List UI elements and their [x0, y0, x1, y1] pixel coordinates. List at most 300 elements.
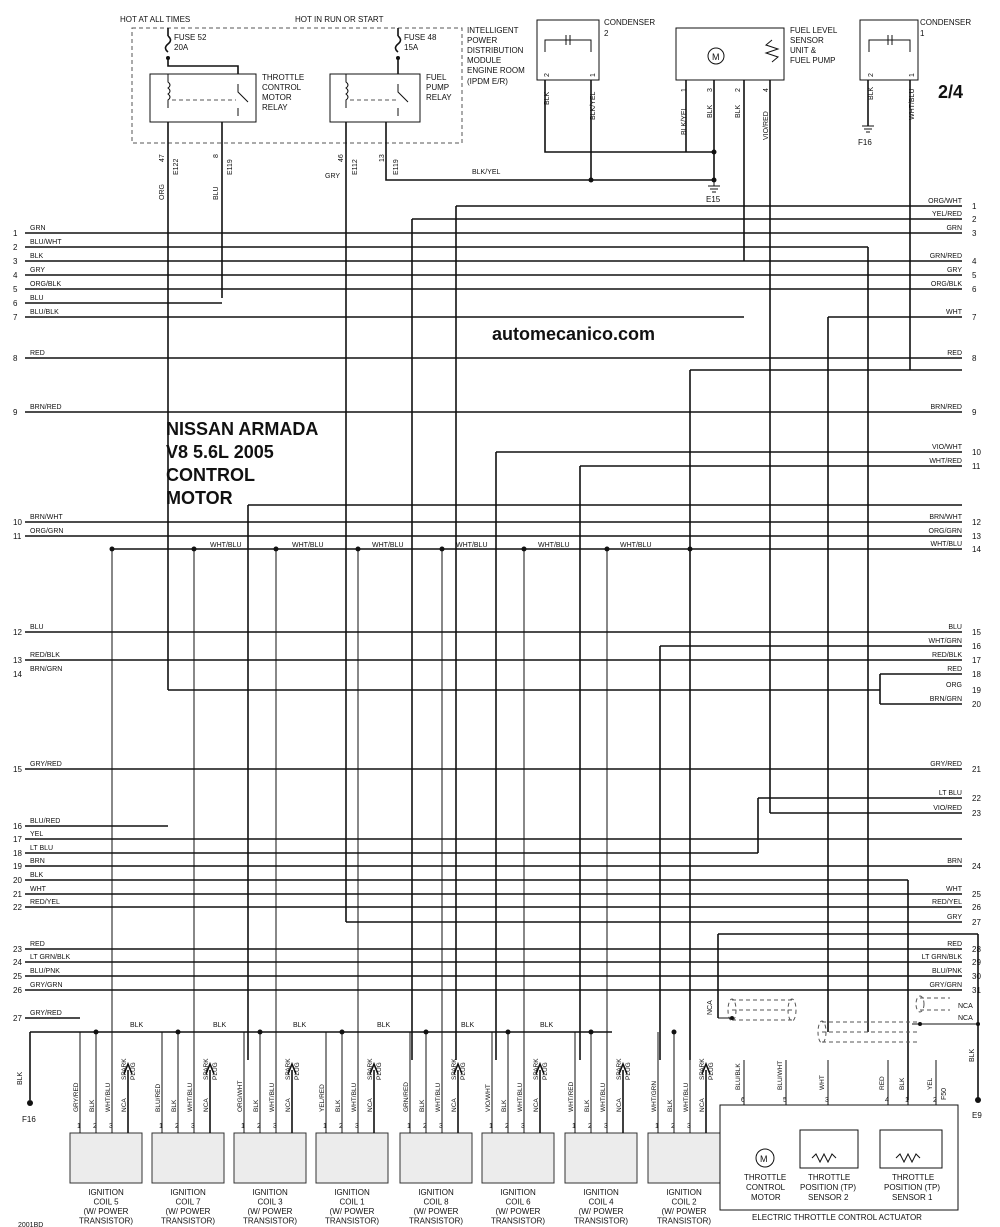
svg-text:15A: 15A	[404, 43, 419, 52]
svg-text:BLK: BLK	[213, 1022, 227, 1029]
svg-text:RED: RED	[879, 1076, 886, 1090]
svg-text:(W/ POWER: (W/ POWER	[247, 1207, 293, 1216]
svg-text:SPARK: SPARK	[285, 1058, 292, 1080]
svg-text:E119: E119	[227, 159, 234, 175]
svg-text:CONTROL: CONTROL	[262, 83, 302, 92]
svg-text:POSITION (TP): POSITION (TP)	[800, 1183, 856, 1192]
svg-text:RELAY: RELAY	[262, 103, 288, 112]
svg-text:SENSOR: SENSOR	[790, 36, 824, 45]
svg-text:1: 1	[909, 73, 916, 77]
svg-text:BLK/YEL: BLK/YEL	[590, 91, 597, 120]
actuator-pins	[735, 1060, 937, 1105]
svg-text:BLK: BLK	[899, 1077, 906, 1090]
right-wire-24	[947, 858, 981, 871]
svg-text:PLUG: PLUG	[708, 1062, 715, 1080]
svg-text:6: 6	[741, 1097, 745, 1104]
svg-text:1: 1	[489, 1123, 493, 1130]
svg-text:8: 8	[13, 354, 18, 363]
svg-text:2: 2	[257, 1123, 261, 1130]
electric-throttle-control-actuator	[720, 1105, 958, 1222]
svg-text:NCA: NCA	[285, 1098, 292, 1112]
right-wire-29	[922, 954, 982, 967]
svg-text:BLU/PNK: BLU/PNK	[30, 968, 60, 975]
svg-text:PLUG: PLUG	[625, 1062, 632, 1080]
svg-text:4: 4	[885, 1097, 889, 1104]
svg-text:BLK: BLK	[707, 104, 714, 118]
svg-text:2: 2	[339, 1123, 343, 1130]
svg-text:IGNITION: IGNITION	[418, 1188, 454, 1197]
svg-text:30: 30	[972, 972, 981, 981]
svg-text:BRN/GRN: BRN/GRN	[30, 666, 63, 673]
svg-text:COIL 8: COIL 8	[423, 1197, 449, 1207]
svg-text:E122: E122	[173, 158, 180, 175]
svg-text:1: 1	[572, 1123, 576, 1130]
right-wire-10	[932, 444, 981, 457]
svg-text:E119: E119	[393, 159, 400, 175]
svg-text:NCA: NCA	[958, 1015, 973, 1022]
svg-text:BRN/RED: BRN/RED	[30, 404, 62, 411]
svg-text:WHT/BLU: WHT/BLU	[930, 541, 962, 548]
svg-text:BLK: BLK	[30, 872, 44, 879]
right-wire-15	[948, 624, 981, 637]
svg-text:SPARK: SPARK	[616, 1058, 623, 1080]
left-wire-12	[13, 624, 44, 637]
svg-text:GRY/RED: GRY/RED	[30, 761, 62, 768]
right-wire-11	[929, 458, 981, 471]
svg-text:F50: F50	[941, 1087, 948, 1100]
corner-code: 2001BD	[18, 1222, 44, 1227]
svg-text:M: M	[712, 52, 720, 62]
svg-text:TRANSISTOR): TRANSISTOR)	[656, 1216, 712, 1226]
svg-text:21: 21	[13, 890, 22, 899]
svg-text:1: 1	[972, 202, 977, 211]
svg-text:GRN/RED: GRN/RED	[929, 253, 962, 260]
svg-text:WHT/BLU: WHT/BLU	[187, 1082, 194, 1112]
svg-text:RED: RED	[30, 941, 45, 948]
svg-text:M: M	[760, 1154, 768, 1164]
svg-text:3: 3	[707, 88, 714, 92]
left-wire-27	[13, 1010, 62, 1023]
ignition-coil-7	[565, 547, 637, 1226]
left-wire-7	[13, 309, 59, 322]
svg-text:COIL 2: COIL 2	[671, 1197, 697, 1207]
ground-e9	[941, 1048, 982, 1120]
svg-text:1: 1	[681, 88, 688, 92]
left-wire-4	[13, 267, 45, 280]
svg-text:V8 5.6L 2005: V8 5.6L 2005	[166, 442, 274, 462]
svg-text:2: 2	[972, 215, 977, 224]
svg-text:BLU/BLK: BLU/BLK	[30, 309, 59, 316]
svg-text:BLU/RED: BLU/RED	[30, 818, 61, 825]
condenser-2	[537, 18, 655, 120]
svg-text:BRN/WHT: BRN/WHT	[929, 514, 962, 521]
left-wire-2	[13, 239, 62, 252]
left-wire-24	[13, 954, 71, 967]
svg-text:GRY/GRN: GRY/GRN	[929, 982, 962, 989]
svg-text:WHT/BLU: WHT/BLU	[909, 88, 916, 120]
svg-text:11: 11	[13, 532, 22, 541]
svg-text:YEL/RED: YEL/RED	[319, 1084, 326, 1112]
svg-text:CONDENSER: CONDENSER	[920, 18, 972, 27]
svg-text:10: 10	[13, 518, 22, 527]
harness-wires	[13, 198, 981, 1023]
svg-text:PUMP: PUMP	[426, 83, 450, 92]
svg-text:26: 26	[13, 986, 22, 995]
svg-text:NCA: NCA	[707, 1000, 714, 1015]
svg-text:SPARK: SPARK	[367, 1058, 374, 1080]
ignition-coil-8	[648, 547, 720, 1226]
svg-text:TRANSISTOR): TRANSISTOR)	[490, 1216, 546, 1226]
actuator-pin-1	[899, 1060, 909, 1105]
svg-text:E112: E112	[352, 159, 359, 175]
svg-text:19: 19	[972, 686, 981, 695]
svg-text:IGNITION: IGNITION	[252, 1188, 288, 1197]
svg-text:24: 24	[13, 958, 22, 967]
svg-text:VIO/WHT: VIO/WHT	[932, 444, 962, 451]
left-wire-5	[13, 281, 61, 294]
svg-text:29: 29	[972, 958, 981, 967]
svg-text:GRY/GRN: GRY/GRN	[30, 982, 63, 989]
svg-text:THROTTLE: THROTTLE	[892, 1173, 935, 1182]
right-wire-21	[930, 761, 981, 774]
fuse-52	[166, 28, 208, 60]
svg-text:2: 2	[93, 1123, 97, 1130]
svg-text:6: 6	[13, 299, 18, 308]
svg-text:WHT/BLU: WHT/BLU	[210, 542, 242, 549]
svg-text:9: 9	[972, 408, 977, 417]
svg-text:FUEL PUMP: FUEL PUMP	[790, 56, 836, 65]
svg-text:ORG/GRN: ORG/GRN	[928, 528, 962, 535]
svg-text:FUEL: FUEL	[426, 73, 447, 82]
right-wire-18	[947, 666, 981, 679]
svg-text:WHT/BLU: WHT/BLU	[105, 1082, 112, 1112]
svg-text:BLK: BLK	[253, 1099, 260, 1112]
svg-text:1: 1	[590, 73, 597, 77]
svg-text:4: 4	[763, 88, 770, 92]
svg-text:RED/YEL: RED/YEL	[30, 899, 60, 906]
svg-text:PLUG: PLUG	[130, 1062, 137, 1080]
svg-text:ORG/BLK: ORG/BLK	[930, 281, 962, 288]
svg-text:SPARK: SPARK	[699, 1058, 706, 1080]
svg-text:VIO/RED: VIO/RED	[763, 111, 770, 140]
left-wire-23	[13, 941, 45, 954]
svg-text:(W/ POWER: (W/ POWER	[329, 1207, 375, 1216]
left-wire-19	[13, 858, 45, 871]
svg-text:2: 2	[933, 1097, 937, 1104]
svg-text:BLU/RED: BLU/RED	[155, 1083, 162, 1112]
svg-text:BLU: BLU	[948, 624, 962, 631]
watermark: automecanico.com	[492, 324, 656, 344]
svg-text:31: 31	[972, 986, 981, 995]
svg-text:20: 20	[13, 876, 22, 885]
svg-text:GRN/RED: GRN/RED	[403, 1082, 410, 1112]
hot-in-run-label: HOT IN RUN OR START	[295, 15, 384, 24]
svg-text:WHT/GRN: WHT/GRN	[651, 1080, 658, 1112]
right-wire-26	[932, 899, 981, 912]
svg-text:WHT/RED: WHT/RED	[568, 1081, 575, 1112]
svg-text:POWER: POWER	[467, 36, 498, 45]
svg-text:BLU/BLK: BLU/BLK	[735, 1063, 742, 1090]
svg-text:14: 14	[13, 670, 22, 679]
svg-text:BLU/WHT: BLU/WHT	[777, 1060, 784, 1090]
svg-text:12: 12	[972, 518, 981, 527]
svg-text:1: 1	[13, 229, 18, 238]
svg-text:9: 9	[13, 408, 18, 417]
svg-text:18: 18	[13, 849, 22, 858]
svg-text:PLUG: PLUG	[212, 1062, 219, 1080]
svg-text:LT BLU: LT BLU	[30, 845, 54, 852]
svg-text:WHT/BLU: WHT/BLU	[538, 542, 570, 549]
svg-text:WHT/BLU: WHT/BLU	[456, 542, 488, 549]
left-wire-1	[13, 225, 46, 238]
actuator-pin-4	[879, 1060, 889, 1105]
svg-text:LT GRN/BLK: LT GRN/BLK	[30, 954, 71, 961]
svg-text:INTELLIGENT: INTELLIGENT	[467, 26, 519, 35]
svg-text:TRANSISTOR): TRANSISTOR)	[242, 1216, 298, 1226]
left-wire-25	[13, 968, 60, 981]
svg-text:3: 3	[521, 1123, 525, 1130]
svg-text:F16: F16	[858, 138, 872, 147]
fuse-48	[396, 28, 438, 60]
svg-text:TRANSISTOR): TRANSISTOR)	[78, 1216, 134, 1226]
svg-text:MOTOR: MOTOR	[262, 93, 292, 102]
svg-text:21: 21	[972, 765, 981, 774]
svg-text:17: 17	[972, 656, 981, 665]
left-wire-26	[13, 982, 63, 995]
svg-text:2: 2	[544, 73, 551, 77]
svg-text:BLK: BLK	[377, 1022, 391, 1029]
svg-text:GRY: GRY	[946, 914, 962, 921]
ignition-coil-1	[70, 547, 142, 1226]
svg-text:GRY: GRY	[946, 267, 962, 274]
svg-text:BLK: BLK	[544, 91, 551, 105]
svg-text:13: 13	[379, 154, 386, 162]
svg-text:5: 5	[783, 1097, 787, 1104]
svg-text:THROTTLE: THROTTLE	[262, 73, 305, 82]
svg-text:20: 20	[972, 700, 981, 709]
svg-text:WHT/BLU: WHT/BLU	[351, 1082, 358, 1112]
svg-text:BLU/WHT: BLU/WHT	[30, 239, 62, 246]
svg-text:5: 5	[972, 271, 977, 280]
svg-text:2: 2	[175, 1123, 179, 1130]
svg-text:BLK: BLK	[584, 1099, 591, 1112]
right-wire-27	[947, 914, 981, 927]
left-wire-14	[13, 666, 62, 679]
right-wire-5	[947, 267, 977, 280]
svg-text:GRY/RED: GRY/RED	[30, 1010, 62, 1017]
svg-text:NCA: NCA	[699, 1098, 706, 1112]
svg-text:ORG/WHT: ORG/WHT	[237, 1080, 244, 1112]
ignition-coil-2	[152, 547, 224, 1226]
ignition-coil-3	[234, 547, 306, 1226]
svg-text:BRN/RED: BRN/RED	[930, 404, 962, 411]
svg-text:25: 25	[13, 972, 22, 981]
svg-text:BLK: BLK	[461, 1022, 475, 1029]
svg-text:BLU/PNK: BLU/PNK	[932, 968, 962, 975]
svg-text:FUSE 52: FUSE 52	[174, 33, 207, 42]
svg-text:15: 15	[972, 628, 981, 637]
svg-text:12: 12	[13, 628, 22, 637]
svg-text:28: 28	[972, 945, 981, 954]
svg-text:10: 10	[972, 448, 981, 457]
svg-text:46: 46	[338, 154, 345, 162]
svg-text:3: 3	[273, 1123, 277, 1130]
svg-text:ELECTRIC THROTTLE CONTROL ACTU: ELECTRIC THROTTLE CONTROL ACTUATOR	[752, 1213, 922, 1222]
svg-text:BLK: BLK	[969, 1048, 976, 1062]
svg-text:2: 2	[13, 243, 18, 252]
left-wire-8	[13, 350, 45, 363]
svg-text:LT GRN/BLK: LT GRN/BLK	[921, 954, 962, 961]
right-wire-3	[946, 225, 977, 238]
svg-text:RED: RED	[947, 350, 962, 357]
svg-text:16: 16	[972, 642, 981, 651]
svg-text:3: 3	[604, 1123, 608, 1130]
svg-text:ORG/WHT: ORG/WHT	[928, 198, 962, 205]
svg-text:GRY/RED: GRY/RED	[73, 1082, 80, 1112]
svg-text:7: 7	[972, 313, 977, 322]
svg-text:RED/BLK: RED/BLK	[30, 652, 60, 659]
svg-text:WHT/BLU: WHT/BLU	[517, 1082, 524, 1112]
svg-text:GRY: GRY	[325, 173, 341, 180]
svg-text:SENSOR 2: SENSOR 2	[808, 1193, 849, 1202]
svg-text:NCA: NCA	[203, 1098, 210, 1112]
fuel-pump-relay	[330, 58, 452, 122]
svg-text:GRY: GRY	[30, 267, 46, 274]
right-wire-22	[939, 790, 982, 803]
svg-text:TRANSISTOR): TRANSISTOR)	[324, 1216, 380, 1226]
svg-text:RED/BLK: RED/BLK	[932, 652, 962, 659]
left-wire-22	[13, 899, 60, 912]
svg-text:3: 3	[191, 1123, 195, 1130]
svg-text:COIL 7: COIL 7	[175, 1197, 201, 1207]
left-wire-6	[13, 295, 44, 308]
svg-text:NCA: NCA	[616, 1098, 623, 1112]
svg-text:18: 18	[972, 670, 981, 679]
svg-text:22: 22	[972, 794, 981, 803]
svg-text:BLK: BLK	[735, 104, 742, 118]
svg-text:BLK/YEL: BLK/YEL	[472, 169, 501, 176]
svg-text:3: 3	[972, 229, 977, 238]
svg-text:NISSAN ARMADA: NISSAN ARMADA	[166, 419, 319, 439]
svg-text:BLK: BLK	[89, 1099, 96, 1112]
svg-text:SENSOR 1: SENSOR 1	[892, 1193, 933, 1202]
svg-text:COIL 1: COIL 1	[339, 1197, 365, 1207]
svg-text:COIL 4: COIL 4	[588, 1197, 614, 1207]
svg-text:ORG: ORG	[159, 184, 166, 200]
actuator-pin-6	[735, 1060, 745, 1105]
svg-text:THROTTLE: THROTTLE	[744, 1173, 787, 1182]
ignition-coil-6	[482, 547, 554, 1226]
svg-text:2: 2	[423, 1123, 427, 1130]
svg-text:16: 16	[13, 822, 22, 831]
svg-text:BLU: BLU	[30, 295, 44, 302]
ground-e15	[706, 186, 721, 204]
svg-text:8: 8	[972, 354, 977, 363]
right-wire-30	[932, 968, 981, 981]
svg-text:POSITION (TP): POSITION (TP)	[884, 1183, 940, 1192]
svg-text:E15: E15	[706, 195, 721, 204]
svg-text:1: 1	[905, 1097, 909, 1104]
svg-text:BLK: BLK	[171, 1099, 178, 1112]
svg-text:RELAY: RELAY	[426, 93, 452, 102]
svg-text:WHT: WHT	[30, 886, 46, 893]
ignition-coil-4	[316, 547, 388, 1226]
svg-text:WHT/BLU: WHT/BLU	[620, 542, 652, 549]
actuator-pin-3	[819, 1060, 829, 1105]
left-wire-10	[13, 514, 63, 527]
svg-text:BLK: BLK	[17, 1071, 24, 1085]
svg-text:3: 3	[439, 1123, 443, 1130]
svg-text:23: 23	[13, 945, 22, 954]
svg-text:25: 25	[972, 890, 981, 899]
svg-text:23: 23	[972, 809, 981, 818]
svg-text:19: 19	[13, 862, 22, 871]
right-wire-1	[928, 198, 977, 211]
svg-text:TRANSISTOR): TRANSISTOR)	[408, 1216, 464, 1226]
svg-text:F16: F16	[22, 1115, 36, 1124]
svg-text:TRANSISTOR): TRANSISTOR)	[573, 1216, 629, 1226]
svg-text:ENGINE ROOM: ENGINE ROOM	[467, 66, 525, 75]
svg-text:WHT: WHT	[819, 1075, 826, 1090]
svg-text:1: 1	[655, 1123, 659, 1130]
svg-text:4: 4	[972, 257, 977, 266]
ground-f16-top	[858, 126, 874, 147]
svg-text:27: 27	[972, 918, 981, 927]
svg-text:ORG: ORG	[946, 682, 962, 689]
svg-text:BRN: BRN	[947, 858, 962, 865]
right-wire-2	[932, 211, 977, 224]
left-wire-17	[13, 831, 43, 844]
svg-text:IGNITION: IGNITION	[500, 1188, 536, 1197]
svg-text:SPARK: SPARK	[533, 1058, 540, 1080]
svg-text:COIL 3: COIL 3	[257, 1197, 283, 1207]
svg-text:2: 2	[868, 73, 875, 77]
svg-text:RED/YEL: RED/YEL	[932, 899, 962, 906]
svg-text:WHT/BLU: WHT/BLU	[292, 542, 324, 549]
svg-text:WHT/BLU: WHT/BLU	[435, 1082, 442, 1112]
right-wire-7	[946, 309, 977, 322]
left-wire-15	[13, 761, 62, 774]
condenser-1	[860, 18, 971, 120]
wht-blu-bus	[110, 542, 962, 549]
svg-text:BLU: BLU	[30, 624, 44, 631]
svg-text:3: 3	[13, 257, 18, 266]
svg-text:47: 47	[159, 154, 166, 162]
svg-text:GRN: GRN	[30, 225, 46, 232]
svg-text:NCA: NCA	[121, 1098, 128, 1112]
left-wire-11	[13, 528, 63, 541]
svg-text:22: 22	[13, 903, 22, 912]
svg-text:13: 13	[972, 532, 981, 541]
svg-text:NCA: NCA	[533, 1098, 540, 1112]
svg-text:MODULE: MODULE	[467, 56, 502, 65]
svg-text:COIL 6: COIL 6	[505, 1197, 531, 1207]
right-wire-17	[932, 652, 981, 665]
left-wire-13	[13, 652, 60, 665]
right-wire-19	[946, 682, 981, 695]
throttle-control-motor-relay	[150, 58, 304, 122]
svg-text:RED: RED	[947, 941, 962, 948]
svg-text:GRY/RED: GRY/RED	[930, 761, 962, 768]
svg-text:26: 26	[972, 903, 981, 912]
svg-text:BLK: BLK	[293, 1022, 307, 1029]
svg-text:UNIT &: UNIT &	[790, 46, 817, 55]
svg-text:1: 1	[323, 1123, 327, 1130]
svg-text:3: 3	[687, 1123, 691, 1130]
svg-text:CONTROL: CONTROL	[746, 1183, 786, 1192]
svg-text:17: 17	[13, 835, 22, 844]
svg-text:8: 8	[213, 154, 220, 158]
